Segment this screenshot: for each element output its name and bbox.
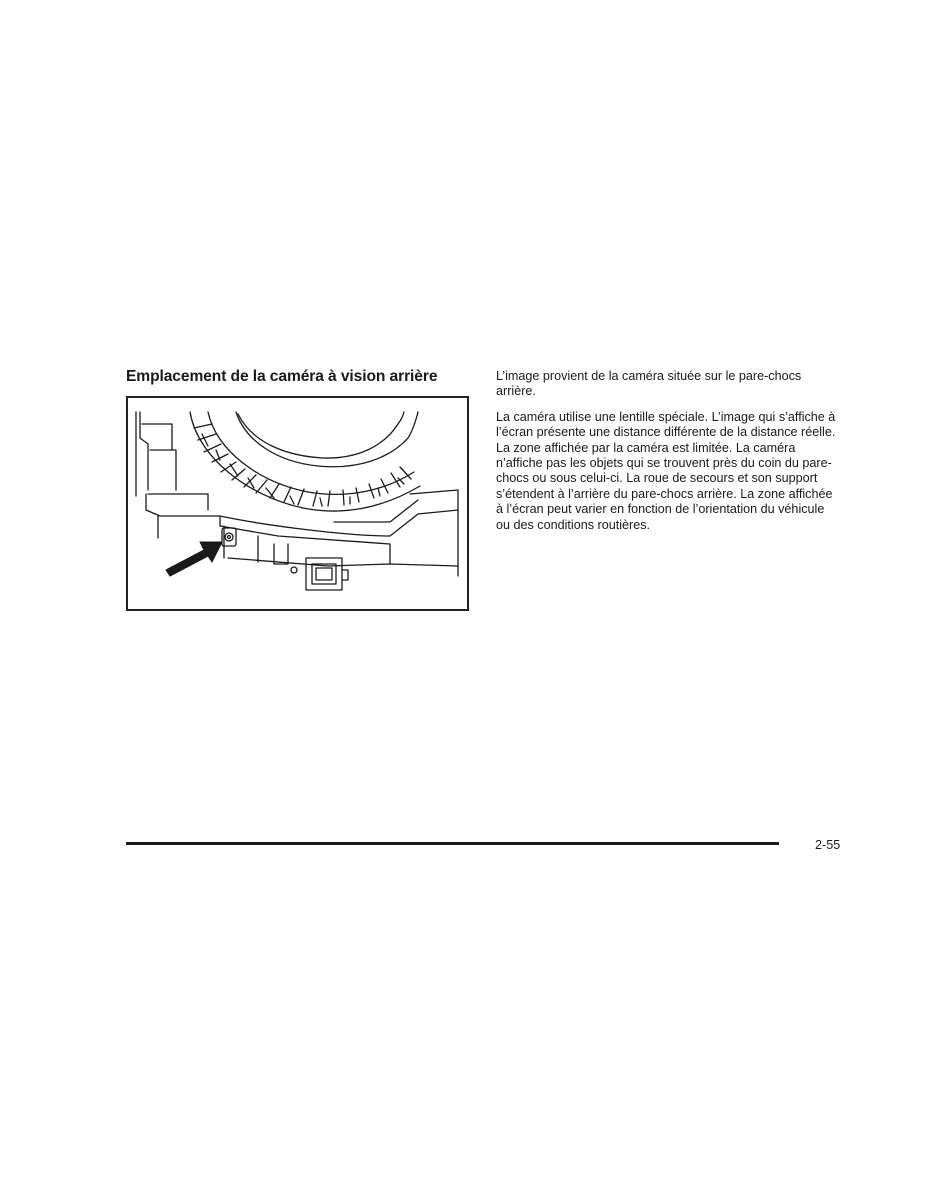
spare-tire [190,412,420,511]
page-number: 2-55 [815,838,841,852]
section-heading: Emplacement de la caméra à vision arrière [126,368,438,385]
footer-rule [126,842,779,845]
body-text [496,369,841,543]
arrow-icon [166,542,222,576]
trailer-hitch [274,544,348,590]
paragraph-intro: L’image provient de la caméra située sur le pare-chocs arrière. [496,369,802,399]
paragraph-details: La caméra utilise une lentille spéciale. L’image qui s’affiche à l’écran présente une distance différente de la distance réelle. La zone affichée par la caméra est limitée. La caméra n’affiche pas les objets qui se trouvent près du coin du pare-chocs ou sous celui-ci. La roue de secours et son support s’étendent à l’arrière du pare-chocs arrière. La zone affichée à l’écran peut varier en fonction de l’orientation du véhicule ou des conditions routières. [496,409,836,532]
camera-location-illustration [126,396,469,611]
illustration-svg [128,398,467,609]
vehicle-body-left [136,412,176,496]
